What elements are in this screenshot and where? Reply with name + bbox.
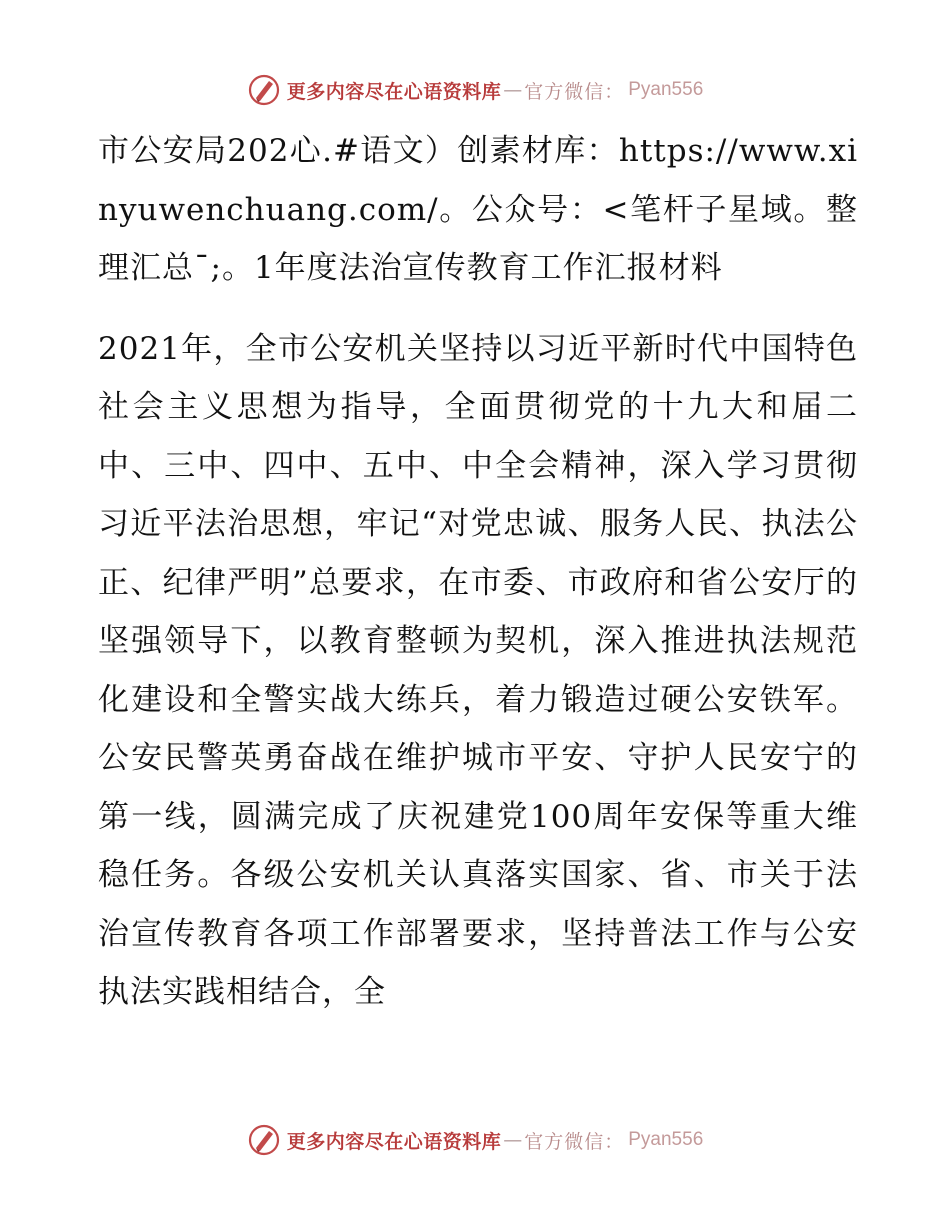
watermark-wechat-id: Pyan556 [628, 79, 704, 100]
document-body [98, 122, 858, 1022]
header-watermark [0, 70, 950, 110]
watermark-separator: — [503, 1129, 523, 1151]
body-paragraph: 2021年，全市公安机关坚持以习近平新时代中国特色社会主义思想为指导，全面贯彻党的十九大和届二中、三中、四中、五中、中全会精神，深入学习贯彻习近平法治思想，牢记“对党忠诚、服务人民、执法公正、纪律严明”总要求，在市委、市政府和省公安厅的坚强领导下，以教育整顿为契机，深入推进执法规范化建设和全警实战大练兵，着力锻造过硬公安铁军。公安民警英勇奋战在维护城市平安、守护人民安宁的第一线，圆满完成了庆祝建党100周年安保等重大维稳任务。各级公安机关认真落实国家、省、市关于法治宣传教育各项工作部署要求，坚持普法工作与公安执法实践相结合，全 [98, 330, 858, 1010]
watermark-brand-text: 更多内容尽在心语资料库 [286, 80, 502, 103]
pen-logo-icon [247, 73, 281, 107]
watermark-official-text: 官方微信： [524, 80, 625, 103]
watermark-wechat-id: Pyan556 [628, 1129, 704, 1150]
watermark-separator: — [503, 79, 523, 101]
title-paragraph: 市公安局202心.#语文）创素材库：https://www.xinyuwenchuang.com/。公众号：<笔杆子星域。整理汇总¯;。1年度法治宣传教育工作汇报材料 [98, 133, 858, 286]
watermark-brand-text: 更多内容尽在心语资料库 [286, 1130, 502, 1153]
watermark-official-text: 官方微信： [524, 1130, 625, 1153]
pen-logo-icon [247, 1123, 281, 1157]
footer-watermark [0, 1120, 950, 1160]
